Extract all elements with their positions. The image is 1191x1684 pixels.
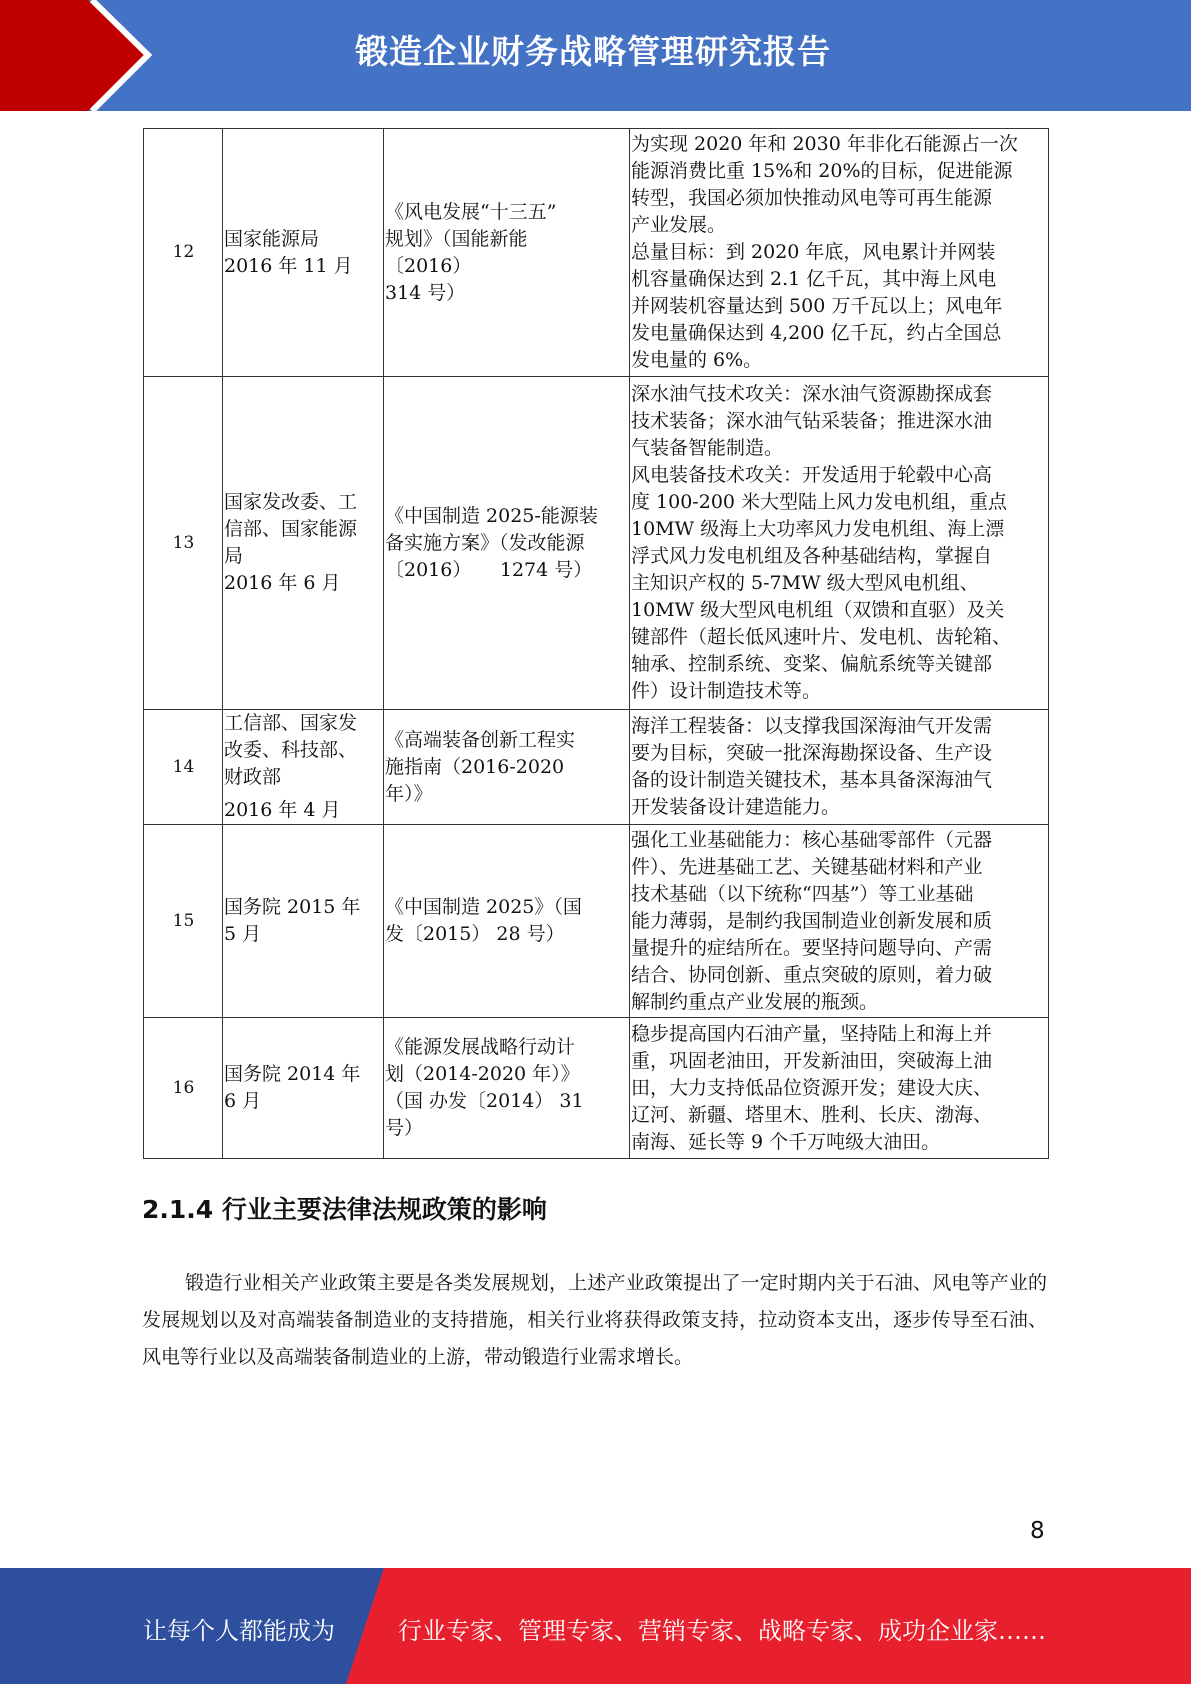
table-row (144, 1018, 1049, 1159)
desc-line: 深水油气技术攻关：深水油气资源勘探成套 (631, 383, 993, 405)
desc-line: 为实现 2020 年和 2030 年非化石能源占一次 (631, 133, 1018, 155)
footer-slogan-left: 让每个人都能成为 (143, 1617, 335, 1645)
table-row (144, 825, 1049, 1018)
table-row (144, 710, 1049, 825)
doc-line: 《中国制造 2025》（国 (385, 896, 582, 918)
row-number: 16 (144, 1018, 223, 1159)
desc-line: 件）设计制造技术等。 (631, 680, 822, 702)
desc-line: 总量目标：到 2020 年底，风电累计并网装 (631, 241, 996, 263)
desc-line: 技术基础（以下统称“四基”）等工业基础 (631, 882, 974, 905)
org-line: 财政部 (224, 766, 282, 788)
table-row (144, 377, 1049, 710)
row-number: 14 (144, 710, 223, 825)
desc-line: 发电量确保达到 4,200 亿千瓦，约占全国总 (631, 322, 1002, 344)
row-number: 13 (144, 377, 223, 710)
org-line: 局 (224, 545, 244, 567)
desc-line: 能源消费比重 15%和 20%的目标，促进能源 (631, 160, 1013, 182)
desc-line: 解制约重点产业发展的瓶颈。 (631, 990, 879, 1013)
desc-line: 轴承、控制系统、变桨、偏航系统等关键部 (631, 653, 993, 675)
desc-line: 气装备智能制造。 (631, 437, 784, 459)
report-title: 锻造企业财务战略管理研究报告 (355, 32, 831, 71)
doc-line: 划（2014-2020 年）》 (385, 1063, 580, 1085)
doc-line: 年）》 (385, 782, 433, 805)
desc-line: 发电量的 6%。 (631, 349, 763, 371)
desc-line: 转型，我国必须加快推动风电等可再生能源 (631, 187, 993, 209)
policy-description (630, 825, 1049, 1018)
desc-line: 10MW 级大型风电机组（双馈和直驱）及关 (631, 599, 1005, 621)
desc-line: 风电装备技术攻关：开发适用于轮毂中心高 (631, 464, 993, 486)
desc-line: 强化工业基础能力：核心基础零部件（元器 (631, 828, 993, 851)
desc-line: 主知识产权的 5-7MW 级大型风电机组、 (631, 572, 979, 594)
desc-line: 能力薄弱，是制约我国制造业创新发展和质 (631, 909, 993, 932)
desc-line: 键部件（超长低风速叶片、发电机、齿轮箱、 (631, 626, 1012, 648)
desc-line: 技术装备；深水油气钻采装备；推进深水油 (631, 410, 993, 432)
table-row (144, 129, 1049, 377)
policy-description (630, 710, 1049, 825)
doc-line: 备实施方案》（发改能源 (385, 531, 585, 554)
desc-line: 辽河、新疆、塔里木、胜利、长庆、渤海、 (631, 1103, 993, 1126)
org-line: 国务院 2015 年 (224, 896, 361, 918)
org-line: 国家能源局 (224, 227, 320, 250)
policy-document (384, 129, 630, 377)
org-line: 2016 年 11 月 (224, 254, 353, 277)
doc-line: 发〔2015） 28 号） (385, 923, 565, 945)
desc-line: 10MW 级海上大功率风力发电机组、海上漂 (631, 518, 1005, 540)
doc-line: 《高端装备创新工程实 (385, 728, 576, 751)
body-paragraph: 锻造行业相关产业政策主要是各类发展规划，上述产业政策提出了一定时期内关于石油、风电等产业的发展规划以及对高端装备制造业的支持措施，相关行业将获得政策支持，拉动资本支出，逐步传导至石油、风电等行业以及高端装备制造业的上游，带动锻造行业需求增长。 (142, 1272, 1047, 1368)
policy-document (384, 377, 630, 710)
issuing-org (223, 129, 384, 377)
desc-line: 田，大力支持低品位资源开发；建设大庆、 (631, 1076, 993, 1099)
desc-line: 要为目标，突破一批深海勘探设备、生产设 (631, 742, 993, 764)
desc-line: 浮式风力发电机组及各种基础结构，掌握自 (631, 545, 993, 567)
section-heading: 2.1.4 行业主要法律法规政策的影响 (142, 1195, 547, 1224)
policy-description (630, 1018, 1049, 1159)
org-line: 5 月 (224, 923, 262, 945)
issuing-org (223, 377, 384, 710)
org-line: 国家发改委、工 (224, 491, 358, 513)
doc-line: 《风电发展“十三五” (385, 200, 557, 223)
issuing-org (223, 1018, 384, 1159)
org-line: 改委、科技部、 (224, 739, 358, 761)
page-number: 8 (1030, 1518, 1045, 1544)
desc-line: 开发装备设计建造能力。 (631, 796, 841, 818)
doc-line: 314 号） (385, 281, 466, 304)
desc-line: 产业发展。 (631, 214, 727, 236)
policy-document (384, 825, 630, 1018)
org-line: 6 月 (224, 1090, 262, 1112)
desc-line: 量提升的症结所在。要坚持问题导向、产需 (631, 936, 993, 959)
policy-document (384, 1018, 630, 1159)
issuing-org (223, 825, 384, 1018)
desc-line: 并网装机容量达到 500 万千瓦以上；风电年 (631, 295, 1003, 317)
footer-slogan-right: 行业专家、管理专家、营销专家、战略专家、成功企业家…… (398, 1617, 1046, 1645)
page-footer (0, 1568, 1191, 1684)
doc-line: 〔2016） (385, 254, 472, 277)
desc-line: 备的设计制造关键技术，基本具备深海油气 (631, 769, 993, 791)
desc-line: 重，巩固老油田，开发新油田，突破海上油 (631, 1049, 993, 1072)
org-line: 2016 年 6 月 (224, 572, 341, 594)
desc-line: 度 100-200 米大型陆上风力发电机组，重点 (631, 491, 1008, 513)
desc-line: 结合、协同创新、重点突破的原则，着力破 (631, 963, 993, 986)
org-line: 信部、国家能源 (224, 518, 358, 540)
desc-line: 海洋工程装备：以支撑我国深海油气开发需 (631, 715, 993, 737)
issuing-org (223, 710, 384, 825)
doc-line: 号） (385, 1117, 424, 1139)
doc-line: 《中国制造 2025-能源装 (385, 504, 598, 527)
policy-description (630, 377, 1049, 710)
desc-line: 件）、先进基础工艺、关键基础材料和产业 (631, 855, 983, 878)
page-header (0, 0, 1191, 111)
desc-line: 稳步提高国内石油产量，坚持陆上和海上并 (631, 1022, 993, 1045)
doc-line: （国 办发〔2014） 31 (385, 1090, 584, 1112)
org-line: 2016 年 4 月 (224, 799, 341, 821)
doc-line: 施指南（2016-2020 (385, 755, 565, 778)
desc-line: 机容量确保达到 2.1 亿千瓦，其中海上风电 (631, 268, 997, 290)
doc-line: 规划》（国能新能 (385, 227, 528, 250)
policy-document (384, 710, 630, 825)
org-line: 国务院 2014 年 (224, 1063, 361, 1085)
row-number: 12 (144, 129, 223, 377)
doc-line: 《能源发展战略行动计 (385, 1036, 576, 1058)
doc-line: 〔2016） 1274 号） (385, 558, 593, 581)
row-number: 15 (144, 825, 223, 1018)
desc-line: 南海、延长等 9 个千万吨级大油田。 (631, 1130, 941, 1153)
policy-table (143, 128, 1049, 1159)
policy-description (630, 129, 1049, 377)
org-line: 工信部、国家发 (224, 712, 358, 734)
